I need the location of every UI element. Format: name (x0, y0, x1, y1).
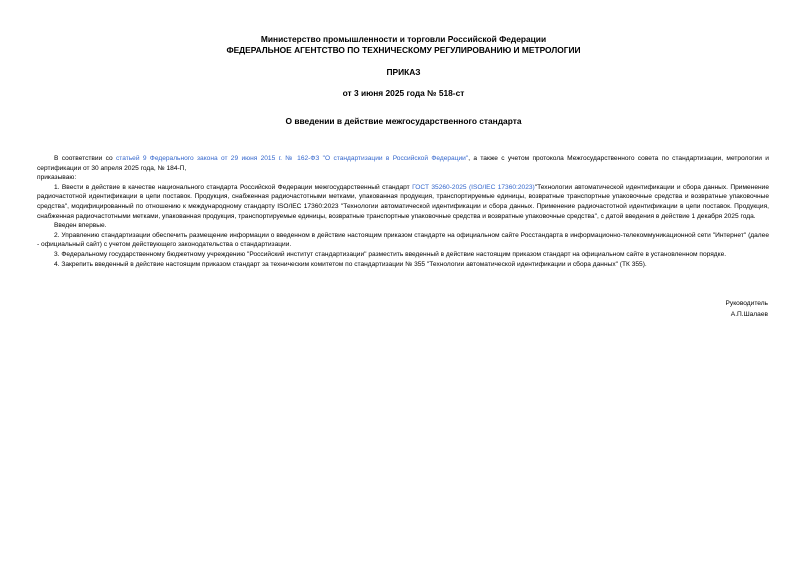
signature-title: Руководитель (725, 300, 768, 307)
preamble-paragraph (37, 154, 769, 173)
preamble-text-start: В соответствии со (54, 155, 116, 162)
item-2-paragraph: 2. Управлению стандартизации обеспечить размещение информации о введенном в действие настоящим приказом стандарте на официальном сайте Росстандарта в информационно-телекоммуникационной сети "Интернет" (далее - официальный сайт) с учетом действующего законодательства о стандартизации. (37, 231, 769, 249)
item-1-text-end: "Технологии автоматической идентификации и сбора данных. Применение радиочастотной идентификации в цепи поставок. Продукция, снабженная радиочастотными метками, упакованная продукция, транспортируемые единицы, возвратные транспортные упаковочные средства и возвратные упаковочные средства", модифицированный по отношению к международному стандарту ISO/IEC 17360:2023 "Технологии автоматической идентификации и сбора данных. Применение радиочастотной идентификации в цепи поставок. Продукция, снабженная радиочастотными метками, упакованная продукция, транспортируемые единицы, возвратные транспортные упаковочные средства и возвратные упаковочные средства", с датой введения в действие 1 декабря 2025 года. (37, 183, 769, 220)
ministry-name: Министерство промышленности и торговли Российской Федерации (260, 34, 547, 44)
order-word: приказываю: (37, 174, 77, 182)
item-1-text-start: 1. Ввести в действие в качестве национального стандарта Российской Федерации межгосударственный стандарт (54, 183, 413, 191)
federal-law-link[interactable]: статьей 9 Федерального закона от 29 июня 2015 г. № 162-ФЗ "О стандартизации в Российской Федерации" (115, 155, 469, 162)
preamble-text-end: , а также с учетом протокола Межгосударственного совета по стандартизации, метрологии и сертификации от 30 апреля 2025 года, № 184-П, (37, 155, 769, 172)
signature-name: А.П.Шалаев (730, 311, 768, 318)
document-subject: О введении в действие межгосударственного стандарта (285, 116, 522, 126)
gost-standard-link[interactable]: ГОСТ 35260-2025 (ISO/IEC 17360:2023) (412, 183, 535, 191)
document-date-number: от 3 июня 2025 года № 518-ст (342, 88, 465, 98)
document-body (37, 154, 769, 269)
item-4-paragraph: 4. Закрепить введенный в действие настоящим приказом стандарт за техническим комитетом по стандартизации № 355 "Технологии автоматической идентификации и сбора данных" (ТК 355). (54, 260, 647, 268)
item-3-paragraph: 3. Федеральному государственному бюджетному учреждению "Российский институт стандартизации" разместить введенный в действие настоящим приказом стандарт на официальном сайте в установленном порядке. (54, 250, 727, 258)
document-type: ПРИКАЗ (386, 67, 421, 77)
item-1-paragraph (37, 183, 769, 221)
first-time-note: Введен впервые. (54, 222, 107, 230)
agency-name: ФЕДЕРАЛЬНОЕ АГЕНТСТВО ПО ТЕХНИЧЕСКОМУ РЕГУЛИРОВАНИЮ И МЕТРОЛОГИИ (226, 45, 581, 55)
